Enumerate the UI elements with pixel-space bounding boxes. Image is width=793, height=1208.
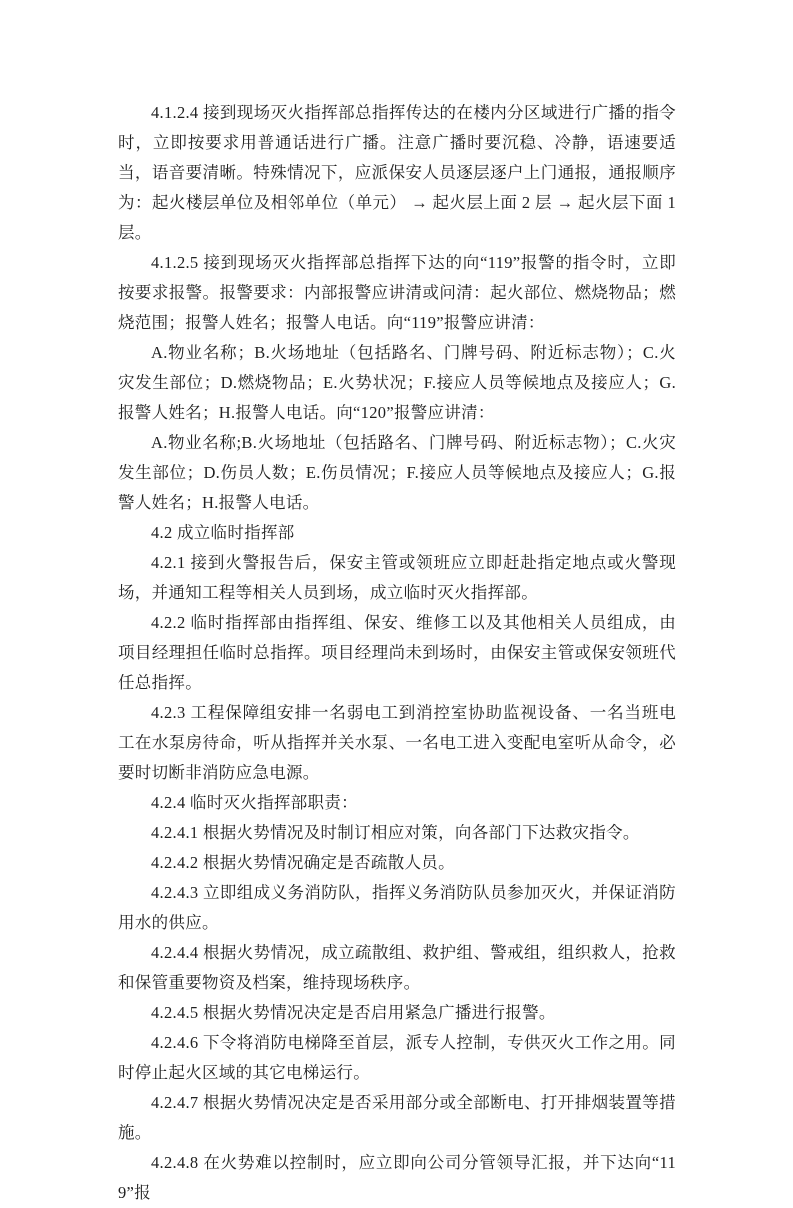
- para-4-2-4-6: 4.2.4.6 下令将消防电梯降至首层，派专人控制，专供灭火工作之用。同时停止起火区域的其它电梯运行。: [118, 1033, 676, 1082]
- para-4-2-4-8: 4.2.4.8 在火势难以控制时，应立即向公司分管领导汇报，并下达向“119”报: [118, 1153, 676, 1202]
- document-body-text: [118, 98, 676, 1208]
- para-4-2-2: 4.2.2 临时指挥部由指挥组、保安、维修工以及其他相关人员组成，由项目经理担任临时总指挥。项目经理尚未到场时，由保安主管或保安领班代任总指挥。: [118, 613, 676, 692]
- para-4-1-2-4: 4.1.2.4 接到现场灭火指挥部总指挥传达的在楼内分区域进行广播的指令时，立即按要求用普通话进行广播。注意广播时要沉稳、冷静，语速要适当，语音要清晰。特殊情况下，应派保安人员逐层逐户上门通报，通报顺序为：起火楼层单位及相邻单位（单元） → 起火层上面 2 层 → 起火层下面 1 层。: [118, 103, 676, 242]
- para-4-2-4-7: 4.2.4.7 根据火势情况决定是否采用部分或全部断电、打开排烟装置等措施。: [118, 1093, 676, 1142]
- para-4-2-heading: 4.2 成立临时指挥部: [151, 523, 295, 542]
- para-4-1-2-5: 4.1.2.5 接到现场灭火指挥部总指挥下达的向“119”报警的指令时，立即按要求报警。报警要求：内部报警应讲清或问清：起火部位、燃烧物品；燃烧范围；报警人姓名；报警人电话。向“119”报警应讲清：: [118, 253, 676, 332]
- para-4-2-4-heading: 4.2.4 临时灭火指挥部职责：: [151, 793, 358, 812]
- para-4-2-4-5: 4.2.4.5 根据火势情况决定是否启用紧急广播进行报警。: [151, 1003, 556, 1022]
- para-4-2-4-4: 4.2.4.4 根据火势情况，成立疏散组、救护组、警戒组，组织救人，抢救和保管重要物资及档案，维持现场秩序。: [118, 943, 676, 992]
- para-4-2-4-2: 4.2.4.2 根据火势情况确定是否疏散人员。: [151, 853, 455, 872]
- para-4-2-4-1: 4.2.4.1 根据火势情况及时制订相应对策，向各部门下达救灾指令。: [151, 823, 640, 842]
- para-4-2-3: 4.2.3 工程保障组安排一名弱电工到消控室协助监视设备、一名当班电工在水泵房待命，听从指挥并关水泵、一名电工进入变配电室听从命令，必要时切断非消防应急电源。: [118, 703, 676, 782]
- para-4-2-1: 4.2.1 接到火警报告后，保安主管或领班应立即赶赴指定地点或火警现场，并通知工程等相关人员到场，成立临时灭火指挥部。: [118, 553, 676, 602]
- para-report-119-items: A.物业名称；B.火场地址（包括路名、门牌号码、附近标志物）；C.火灾发生部位；D.燃烧物品；E.火势状况；F.接应人员等候地点及接应人；G.报警人姓名；H.报警人电话。向“120”报警应讲清：: [118, 343, 676, 422]
- para-report-120-items: A.物业名称;B.火场地址（包括路名、门牌号码、附近标志物）；C.火灾发生部位；D.伤员人数；E.伤员情况；F.接应人员等候地点及接应人；G.报警人姓名；H.报警人电话。: [118, 433, 676, 512]
- para-4-2-4-3: 4.2.4.3 立即组成义务消防队，指挥义务消防队员参加灭火，并保证消防用水的供应。: [118, 883, 676, 932]
